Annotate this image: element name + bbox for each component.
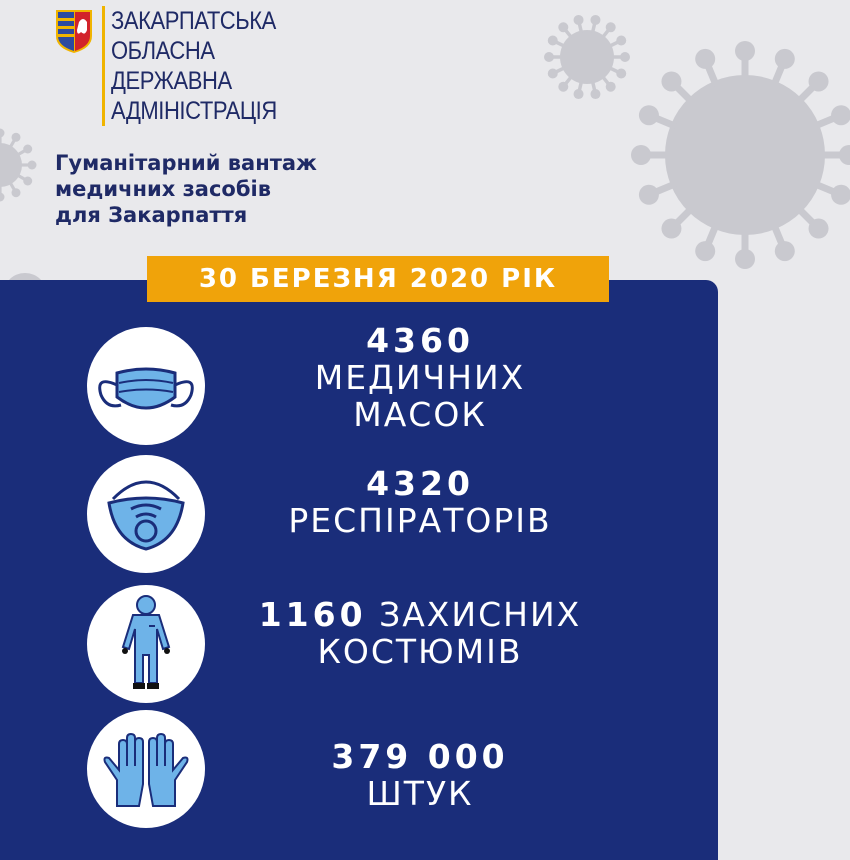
gloves-icon: [87, 710, 205, 828]
virus-small-icon: [540, 10, 635, 105]
organization-logo: [54, 6, 299, 126]
org-line-4: АДМІНІСТРАЦІЯ: [111, 97, 277, 125]
respirator-icon: [87, 455, 205, 573]
headline-line-2: медичних засобів: [55, 177, 271, 201]
item-masks-line-2: МЕДИЧНИХ: [314, 358, 526, 397]
item-suits-text: [230, 596, 610, 670]
item-icon-circle: [87, 455, 205, 573]
headline: [55, 150, 317, 228]
item-masks-text: [230, 322, 610, 433]
medical-mask-icon: [87, 327, 205, 445]
virus-left-icon: [0, 125, 40, 205]
date-banner: 30 БЕРЕЗНЯ 2020 РІК: [147, 256, 609, 302]
item-icon-circle: [87, 585, 205, 703]
protective-suit-icon: [87, 585, 205, 703]
item-suits-line-1-rest: ЗАХИСНИХ: [379, 595, 582, 634]
org-line-1: ЗАКАРПАТСЬКА: [111, 7, 276, 35]
item-suits-number: 1160: [258, 595, 367, 634]
item-respirators-line-2: РЕСПІРАТОРІВ: [288, 501, 552, 540]
item-masks-number: 4360: [366, 321, 474, 360]
coat-of-arms-icon: [54, 8, 94, 54]
virus-large-icon: [620, 30, 850, 270]
item-suits-line-2: КОСТЮМІВ: [317, 632, 523, 671]
item-gloves-text: [230, 738, 610, 812]
item-gloves-line-2: ШТУК: [366, 774, 474, 813]
org-line-3: ДЕРЖАВНА: [111, 67, 232, 95]
item-suits-line-1: [230, 596, 610, 633]
organization-name: [102, 6, 299, 126]
item-respirators-text: [230, 465, 610, 539]
item-gloves-number: 379 000: [331, 737, 509, 776]
org-line-2: ОБЛАСНА: [111, 37, 215, 65]
item-icon-circle: [87, 710, 205, 828]
item-icon-circle: [87, 327, 205, 445]
headline-line-3: для Закарпаття: [55, 203, 248, 227]
item-respirators-number: 4320: [366, 464, 474, 503]
item-masks-line-3: МАСОК: [353, 395, 487, 434]
headline-line-1: Гуманітарний вантаж: [55, 151, 317, 175]
